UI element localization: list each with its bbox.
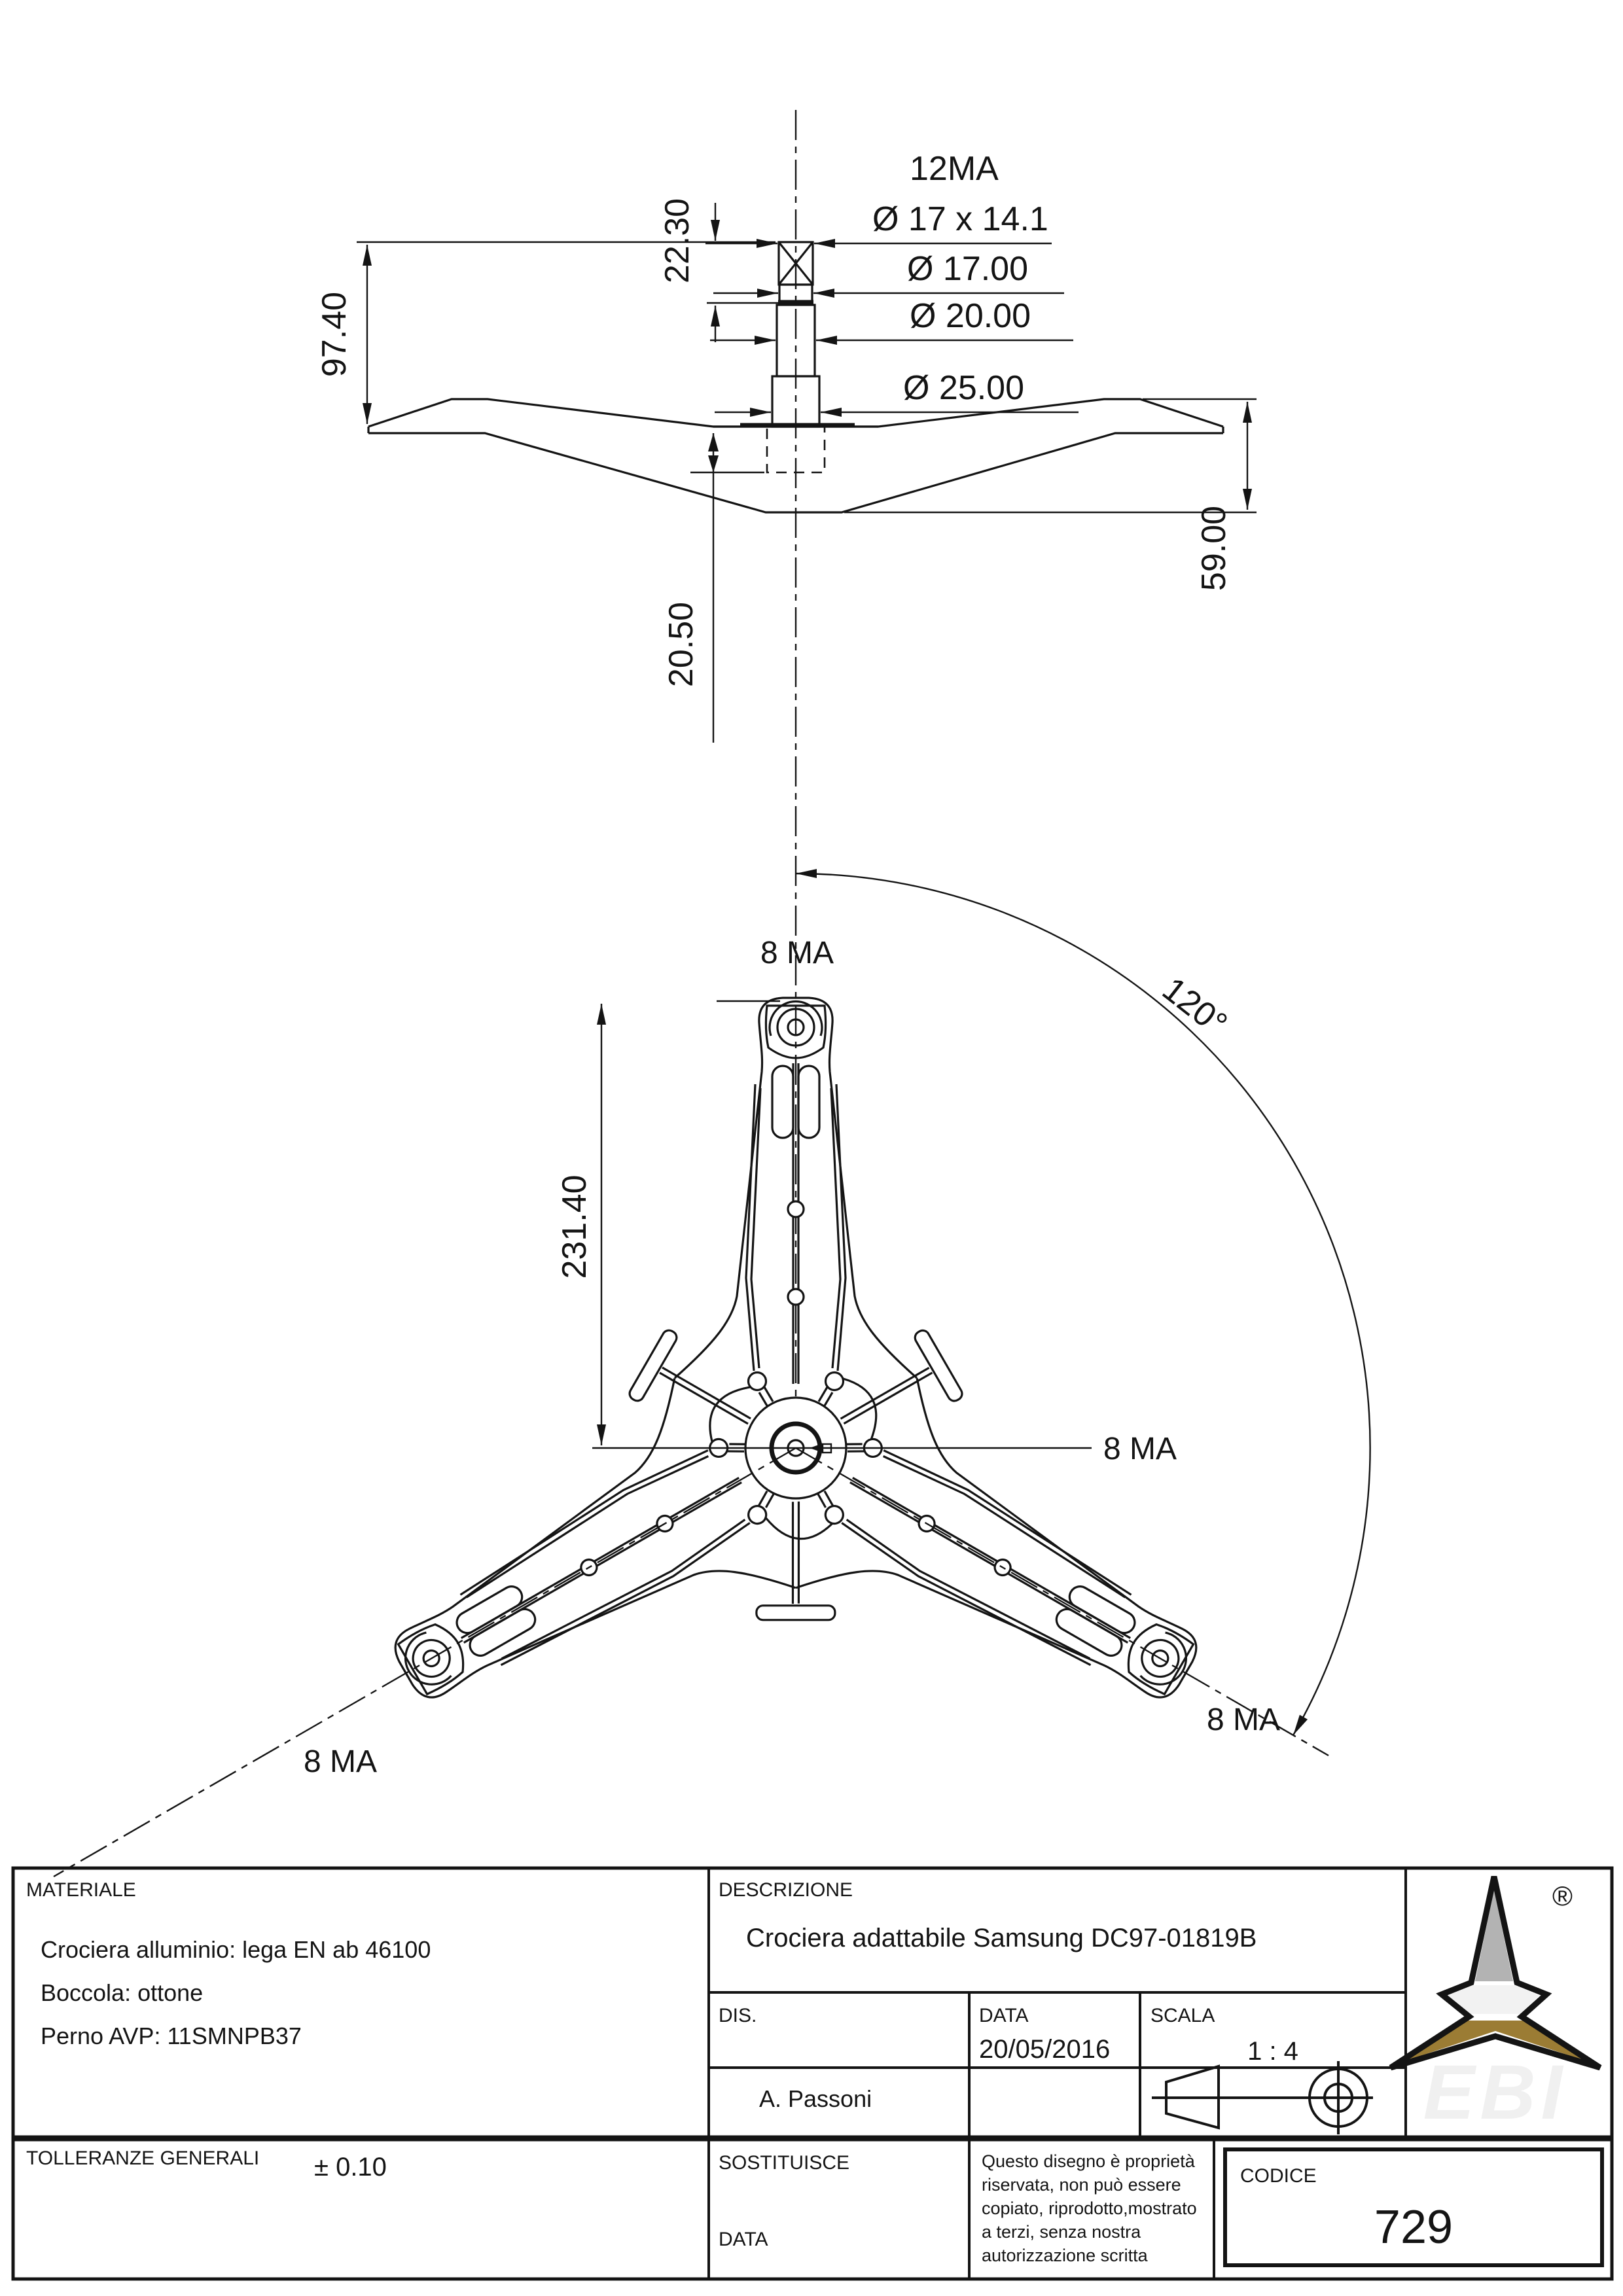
tolleranze-label: TOLLERANZE GENERALI [26,2147,260,2169]
registered-mark: ® [1552,1881,1573,1911]
dim-label: Ø 25.00 [903,369,1025,407]
dim-label: Ø 20.00 [910,297,1031,335]
disclaimer-line: copiato, riprodotto,mostrato [982,2199,1197,2218]
dim-d17-key [705,200,1052,243]
codice-value: 729 [1374,2201,1454,2253]
dim-22-30 [658,198,779,342]
spider-arm-lower-right [741,1305,1270,1778]
descrizione-value: Crociera adattabile Samsung DC97-01819B [746,1924,1257,1952]
label-8ma-right: 8 MA [1103,1432,1177,1466]
side-view [315,110,1257,1468]
materiale-line: Perno AVP: 11SMNPB37 [41,2022,302,2049]
sostituisce-data-label: DATA [719,2229,768,2250]
dim-d25 [715,369,1079,412]
disclaimer-line: autorizzazione scritta [982,2246,1148,2265]
dis-value: A. Passoni [759,2085,872,2112]
cell-dis [719,2005,872,2112]
dim-label: 59.00 [1195,505,1233,592]
cell-materiale [26,1879,431,2049]
dim-label: 97.40 [315,291,353,378]
cell-scala [1150,2005,1298,2066]
dim-label: Ø 17 x 14.1 [872,200,1048,238]
cell-descrizione [719,1879,1257,1952]
label-8ma-lower-left: 8 MA [303,1744,378,1779]
dim-label: 22.30 [658,198,696,284]
label-8ma-top: 8 MA [760,936,834,970]
cell-tolleranze [26,2147,387,2181]
materiale-line: Crociera alluminio: lega EN ab 46100 [41,1936,431,1963]
disclaimer-line: a terzi, senza nostra [982,2222,1141,2242]
plan-view [54,874,1370,1877]
spider-body [346,998,1270,1819]
spider-arm-top [627,998,917,1441]
materiale-label: MATERIALE [26,1879,136,1901]
dim-label: 120° [1155,970,1234,1044]
label-8ma-lower-right: 8 MA [1206,1703,1281,1737]
ebi-logo [1391,1877,1600,2136]
disclaimer-line: Questo disegno è proprietà [982,2151,1195,2171]
data-value: 20/05/2016 [979,2035,1111,2064]
cell-data [979,2005,1110,2064]
dim-label: Ø 17.00 [907,250,1029,288]
dim-97-40 [315,242,776,424]
materiale-line: Boccola: ottone [41,1979,204,2006]
scala-value: 1 : 4 [1247,2037,1298,2066]
dim-59-00 [844,399,1257,591]
dim-120-arc [796,874,1370,1735]
dim-label: 231.40 [556,1174,594,1279]
thread-label: 12MA [910,150,999,188]
dis-label: DIS. [719,2005,757,2026]
ebi-logo-text: EBI [1423,2049,1568,2136]
tolleranze-value: ± 0.10 [314,2153,387,2181]
descrizione-label: DESCRIZIONE [719,1879,853,1901]
cell-codice [1225,2149,1602,2265]
dim-label: 20.50 [662,601,700,688]
data-label: DATA [979,2005,1029,2026]
dim-d17 [713,250,1064,293]
cell-disclaimer [982,2151,1197,2265]
title-block [13,1868,1612,2279]
scala-label: SCALA [1150,2005,1215,2026]
sostituisce-label: SOSTITUISCE [719,2152,850,2174]
cell-sostituisce [719,2152,849,2250]
projection-symbol-icon [1152,2061,1373,2134]
codice-label: CODICE [1240,2165,1317,2187]
dim-20-50 [662,433,764,743]
disclaimer-line: riservata, non può essere [982,2175,1181,2195]
